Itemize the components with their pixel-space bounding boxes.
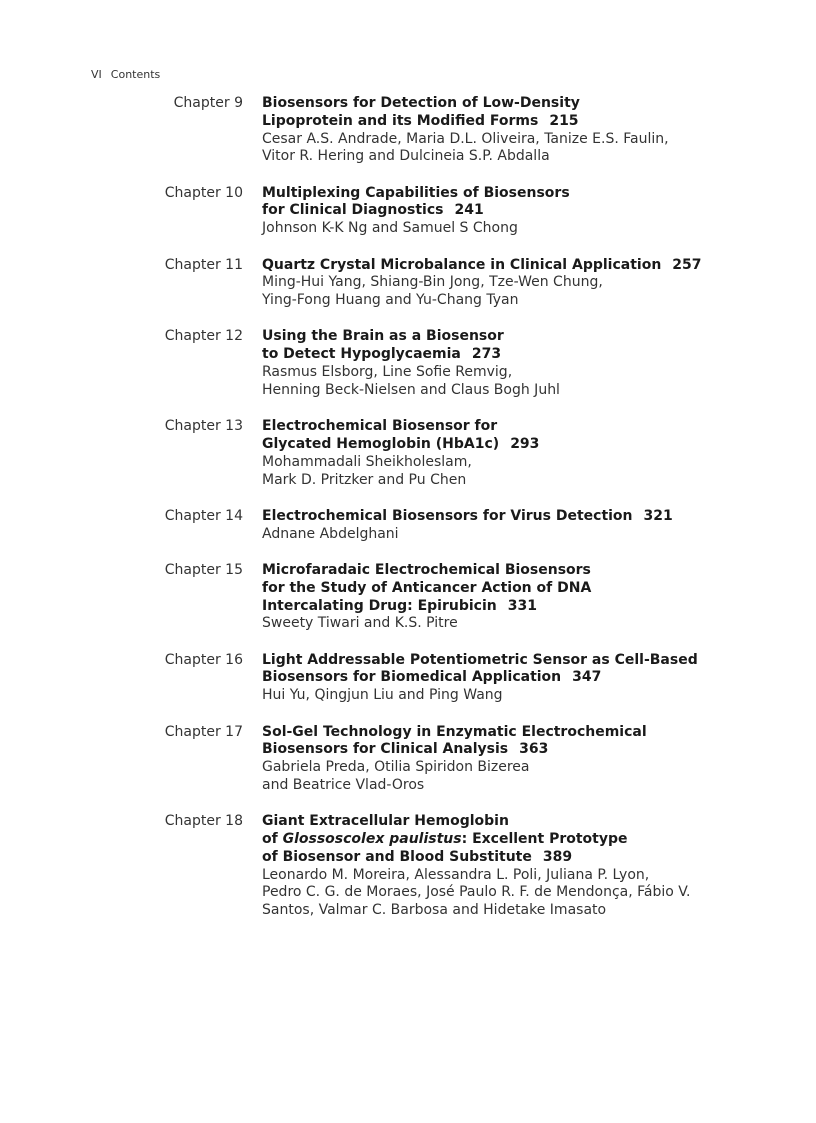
page-number: 273	[471, 346, 502, 363]
chapter-title: Sol-Gel Technology in Enzymatic Electrochemical	[262, 723, 647, 740]
chapter-title: Using the Brain as a Biosensor	[262, 328, 504, 345]
page-number: 215	[549, 112, 579, 129]
chapter-authors: Ming-Hui Yang, Shiang-Bin Jong, Tze-Wen Chung,	[262, 274, 603, 291]
toc-entry-chapter-17[interactable]	[0, 724, 816, 795]
section-title: Contents	[110, 68, 161, 81]
chapter-title: Electrochemical Biosensor for	[262, 418, 498, 435]
chapter-title: of Biosensor and Blood Substitute	[262, 848, 532, 865]
chapter-label: Chapter 15	[164, 561, 243, 578]
toc-entry-chapter-12[interactable]	[0, 328, 816, 399]
chapter-title: Microfaradaic Electrochemical Biosensors	[262, 561, 591, 578]
toc-entry-chapter-11[interactable]	[0, 257, 816, 310]
toc-entry-chapter-10[interactable]	[0, 185, 816, 238]
chapter-authors: Mohammadali Sheikholeslam,	[262, 453, 472, 470]
chapter-title: Light Addressable Potentiometric Sensor as Cell-Based	[262, 651, 698, 668]
chapter-title: Lipoprotein and its Modified Forms	[262, 112, 539, 129]
chapter-title: Electrochemical Biosensors for Virus Detection	[262, 507, 633, 524]
chapter-authors: Hui Yu, Qingjun Liu and Ping Wang	[262, 687, 503, 704]
page-number: 321	[643, 507, 673, 524]
chapter-label: Chapter 13	[164, 418, 243, 435]
chapter-label: Chapter 12	[164, 328, 243, 345]
toc-entry-chapter-14[interactable]	[0, 508, 816, 544]
toc-entry-chapter-15[interactable]	[0, 562, 816, 633]
page-number: 241	[454, 202, 484, 219]
chapter-title: Intercalating Drug: Epirubicin	[262, 597, 497, 614]
chapter-label: Chapter 11	[164, 256, 243, 273]
chapter-authors: Rasmus Elsborg, Line Sofie Remvig,	[262, 364, 513, 381]
toc-entry-chapter-9[interactable]	[0, 95, 816, 166]
toc-entry-chapter-13[interactable]	[0, 418, 816, 489]
running-head	[91, 68, 160, 81]
chapter-authors: Pedro C. G. de Moraes, José Paulo R. F. de Mendonça, Fábio V.	[262, 884, 691, 901]
chapter-title: to Detect Hypoglycaemia	[262, 346, 461, 363]
chapter-label: Chapter 17	[164, 723, 243, 740]
chapter-label: Chapter 10	[164, 184, 243, 201]
chapter-title: for Clinical Diagnostics	[262, 202, 444, 219]
chapter-authors: Sweety Tiwari and K.S. Pitre	[262, 615, 458, 632]
chapter-label: Chapter 18	[164, 813, 243, 830]
chapter-authors: Ying-Fong Huang and Yu-Chang Tyan	[262, 292, 519, 309]
chapter-title: Biosensors for Biomedical Application	[262, 669, 562, 686]
page-number: VI	[91, 68, 102, 81]
toc-entry-chapter-18[interactable]	[0, 813, 816, 920]
toc-entry-chapter-16[interactable]	[0, 652, 816, 705]
chapter-title: : Excellent Prototype	[461, 831, 628, 847]
chapter-authors: Johnson K-K Ng and Samuel S Chong	[262, 220, 518, 237]
chapter-authors: Cesar A.S. Andrade, Maria D.L. Oliveira, Tanize E.S. Faulin,	[262, 130, 669, 147]
chapter-authors: Leonardo M. Moreira, Alessandra L. Poli, Juliana P. Lyon,	[262, 866, 650, 883]
page-number: 257	[672, 256, 702, 273]
chapter-title: Multiplexing Capabilities of Biosensors	[262, 184, 570, 201]
chapter-title: Quartz Crystal Microbalance in Clinical Application	[262, 256, 662, 273]
chapter-authors: Gabriela Preda, Otilia Spiridon Bizerea	[262, 759, 530, 776]
chapter-authors: and Beatrice Vlad-Oros	[262, 776, 425, 793]
page-number: 389	[542, 848, 573, 865]
chapter-authors: Henning Beck-Nielsen and Claus Bogh Juhl	[262, 381, 560, 398]
chapter-label: Chapter 16	[164, 651, 243, 668]
chapter-title: Biosensors for Clinical Analysis	[262, 741, 509, 758]
page-number: 293	[510, 435, 540, 452]
chapter-authors: Vitor R. Hering and Dulcineia S.P. Abdalla	[262, 148, 550, 165]
page-number: 363	[519, 741, 549, 758]
chapter-title: for the Study of Anticancer Action of DNA	[262, 579, 592, 596]
chapter-title: Giant Extracellular Hemoglobin	[262, 813, 509, 830]
chapter-title: Biosensors for Detection of Low-Density	[262, 95, 580, 111]
chapter-authors: Santos, Valmar C. Barbosa and Hidetake Imasato	[262, 902, 607, 919]
chapter-title: Glycated Hemoglobin (HbA1c)	[262, 435, 500, 452]
chapter-authors: Adnane Abdelghani	[262, 525, 399, 542]
chapter-label: Chapter 14	[164, 507, 243, 524]
chapter-authors: Mark D. Pritzker and Pu Chen	[262, 471, 467, 488]
species-name: Glossoscolex paulistus	[282, 831, 462, 847]
chapter-title: of	[262, 831, 283, 847]
table-of-contents	[0, 95, 816, 938]
page-number: 331	[507, 597, 537, 614]
page-number: 347	[572, 669, 602, 686]
chapter-label: Chapter 9	[173, 95, 243, 111]
